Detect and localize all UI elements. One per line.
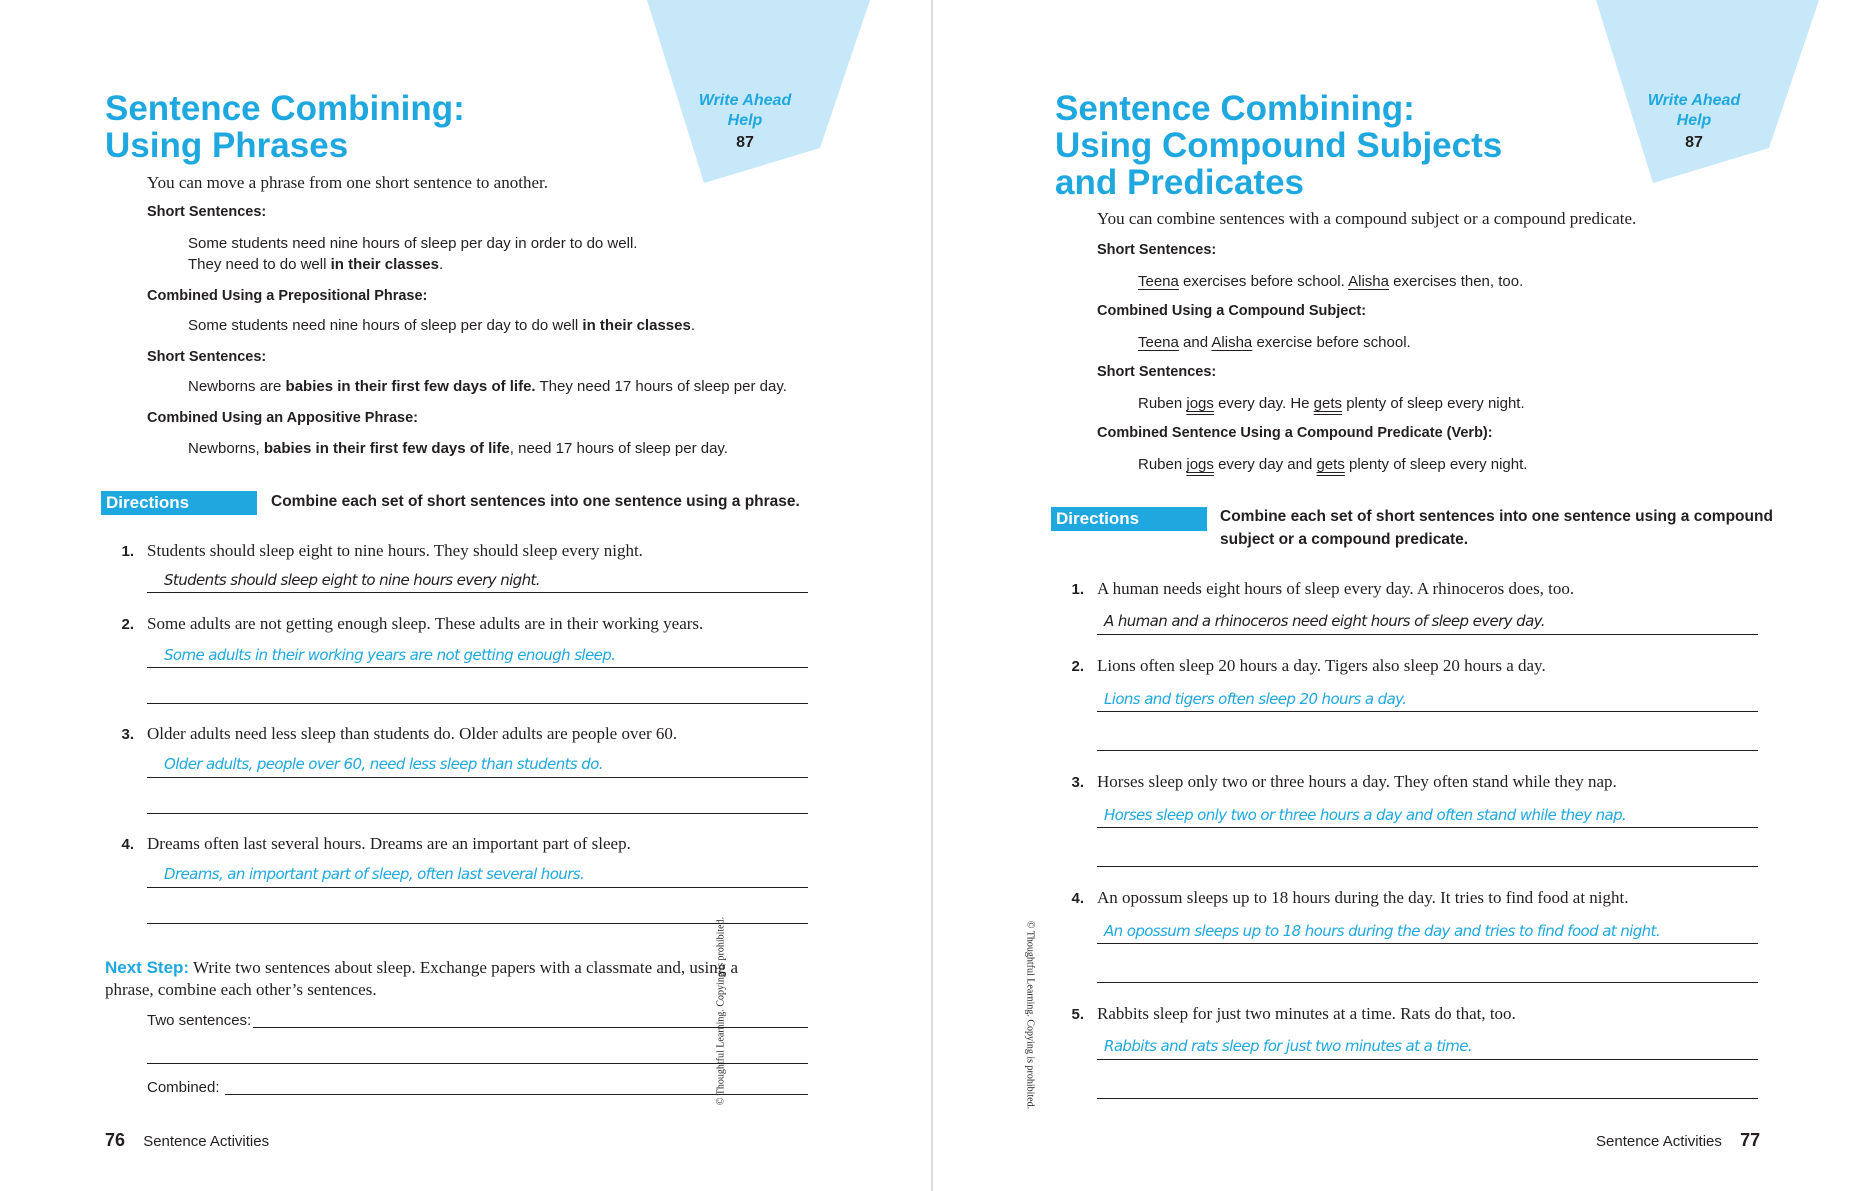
footer-section: Sentence Activities: [1596, 1133, 1722, 1150]
underlined-verb: gets: [1316, 456, 1345, 473]
item-question: Students should sleep eight to nine hours. They should sleep every night.: [147, 541, 643, 560]
answer-line[interactable]: [147, 703, 808, 704]
item-number: 4.: [1071, 890, 1084, 907]
answer-text[interactable]: Dreams, an important part of sleep, often last several hours.: [164, 865, 585, 883]
answer-line[interactable]: [1097, 711, 1758, 712]
answer-line[interactable]: [1097, 827, 1758, 828]
page-title: Sentence Combining: Using Phrases: [105, 89, 465, 165]
page-number: 77: [1740, 1130, 1761, 1150]
underlined-subject: Teena: [1138, 334, 1179, 351]
next-step: Next Step: Write two sentences about sleep. Exchange papers with a classmate and, using a phrase, combine each other’s sentences.: [105, 958, 739, 999]
answer-text[interactable]: An opossum sleeps up to 18 hours during the day and tries to find food at night.: [1104, 922, 1660, 940]
answer-line[interactable]: [1097, 866, 1758, 867]
item-question: Lions often sleep 20 hours a day. Tigers also sleep 20 hours a day.: [1097, 656, 1546, 675]
directions-text: Combine each set of short sentences into one sentence using a phrase.: [271, 493, 800, 510]
short-sentences-label: Short Sentences:: [1097, 364, 1217, 380]
answer-text[interactable]: A human and a rhinoceros need eight hours of sleep every day.: [1104, 612, 1545, 630]
combined-label: Combined Using a Compound Subject:: [1097, 303, 1367, 319]
answer-line[interactable]: [147, 923, 808, 924]
answer-text[interactable]: Some adults in their working years are not getting enough sleep.: [164, 646, 616, 664]
intro-text: You can combine sentences with a compound subject or a compound predicate.: [1097, 209, 1637, 228]
directions-label: Directions: [101, 491, 257, 515]
combined-sentence: Some students need nine hours of sleep per day to do well in their classes.: [188, 317, 695, 334]
answer-line[interactable]: [147, 887, 808, 888]
item-number: 1.: [121, 543, 134, 560]
item-question: A human needs eight hours of sleep every day. A rhinoceros does, too.: [1097, 579, 1575, 598]
item-number: 2.: [121, 616, 134, 633]
item-number: 5.: [1071, 1006, 1084, 1023]
answer-line[interactable]: [147, 667, 808, 668]
answer-line[interactable]: [147, 813, 808, 814]
item-number: 3.: [1071, 774, 1084, 791]
item-question: An opossum sleeps up to 18 hours during the day. It tries to find food at night.: [1097, 888, 1629, 907]
combined-sentence: Teena and Alisha exercise before school.: [1138, 334, 1411, 351]
item-question: Rabbits sleep for just two minutes at a time. Rats do that, too.: [1097, 1004, 1516, 1023]
footer-section: Sentence Activities: [143, 1133, 270, 1150]
page-footer: [1596, 1130, 1760, 1151]
example-sentence: Newborns are babies in their first few days of life. They need 17 hours of sleep per day.: [188, 378, 787, 395]
underlined-subject: Teena: [1138, 273, 1179, 290]
write-ahead-page-number[interactable]: 87: [736, 134, 754, 151]
combined-label: Combined Using a Prepositional Phrase:: [147, 288, 428, 304]
answer-line[interactable]: [1097, 1059, 1758, 1060]
underlined-verb: gets: [1313, 395, 1343, 412]
underlined-subject: Alisha: [1348, 273, 1389, 290]
page-footer: [105, 1130, 269, 1151]
answer-text[interactable]: Horses sleep only two or three hours a day and often stand while they nap.: [1104, 806, 1627, 824]
answer-line[interactable]: [147, 592, 808, 593]
answer-text[interactable]: Students should sleep eight to nine hours every night.: [164, 571, 540, 589]
item-question: Horses sleep only two or three hours a day. They often stand while they nap.: [1097, 772, 1617, 791]
answer-line[interactable]: [147, 777, 808, 778]
write-ahead-label[interactable]: Write Ahead Help: [698, 92, 792, 129]
short-sentences-label: Short Sentences:: [1097, 242, 1217, 258]
short-sentences-label: Short Sentences:: [147, 204, 267, 220]
combined-sentence: Newborns, babies in their first few days of life, need 17 hours of sleep per day.: [188, 440, 728, 457]
item-number: 4.: [121, 836, 134, 853]
two-sentences-label: Two sentences:: [147, 1012, 252, 1029]
answer-line[interactable]: [1097, 943, 1758, 944]
page-number: 76: [105, 1130, 126, 1150]
answer-text[interactable]: Lions and tigers often sleep 20 hours a day.: [1104, 690, 1407, 708]
combined-label: Combined Using an Appositive Phrase:: [147, 410, 418, 426]
copyright-notice: © Thoughtful Learning. Copying is prohibited.: [715, 916, 727, 1106]
combined-sentence: Ruben jogs every day and gets plenty of sleep every night.: [1138, 456, 1528, 473]
answer-line[interactable]: [147, 1063, 808, 1064]
example-sentence: Teena exercises before school. Alisha exercises then, too.: [1138, 273, 1524, 290]
item-question: Some adults are not getting enough sleep. These adults are in their working years.: [147, 614, 704, 633]
item-number: 3.: [121, 726, 134, 743]
answer-text[interactable]: Older adults, people over 60, need less sleep than students do.: [164, 755, 603, 773]
write-ahead-label[interactable]: Write Ahead Help: [1647, 92, 1741, 129]
example-sentence: They need to do well in their classes.: [188, 256, 444, 273]
underlined-subject: Alisha: [1211, 334, 1253, 351]
short-sentences-label: Short Sentences:: [147, 349, 267, 365]
underlined-verb: jogs: [1186, 395, 1214, 412]
left-page: [0, 0, 932, 1191]
item-number: 1.: [1071, 581, 1084, 598]
example-sentence: Ruben jogs every day. He gets plenty of sleep every night.: [1138, 395, 1525, 412]
item-question: Dreams often last several hours. Dreams are an important part of sleep.: [147, 834, 631, 853]
directions-text: Combine each set of short sentences into one sentence using a compound subject or a compound predicate.: [1220, 508, 1773, 548]
answer-line[interactable]: [1097, 982, 1758, 983]
answer-text[interactable]: Rabbits and rats sleep for just two minutes at a time.: [1104, 1037, 1473, 1055]
right-page: [933, 0, 1865, 1191]
next-step-label: Next Step:: [105, 958, 190, 977]
intro-text: You can move a phrase from one short sentence to another.: [147, 173, 548, 192]
combined-field-label: Combined:: [147, 1079, 220, 1096]
directions-label: Directions: [1051, 507, 1207, 531]
copyright-notice: © Thoughtful Learning. Copying is prohibited.: [1024, 920, 1036, 1110]
answer-line[interactable]: [1097, 634, 1758, 635]
example-sentence: Some students need nine hours of sleep per day in order to do well.: [188, 235, 638, 252]
combined-label: Combined Sentence Using a Compound Predicate (Verb):: [1097, 425, 1493, 441]
page-title: Sentence Combining: Using Compound Subjects and Predicates: [1055, 89, 1503, 202]
item-number: 2.: [1071, 658, 1084, 675]
answer-line[interactable]: [1097, 1098, 1758, 1099]
underlined-verb: jogs: [1186, 456, 1214, 473]
item-question: Older adults need less sleep than students do. Older adults are people over 60.: [147, 724, 678, 743]
write-ahead-page-number[interactable]: 87: [1685, 134, 1703, 151]
answer-line[interactable]: [1097, 750, 1758, 751]
